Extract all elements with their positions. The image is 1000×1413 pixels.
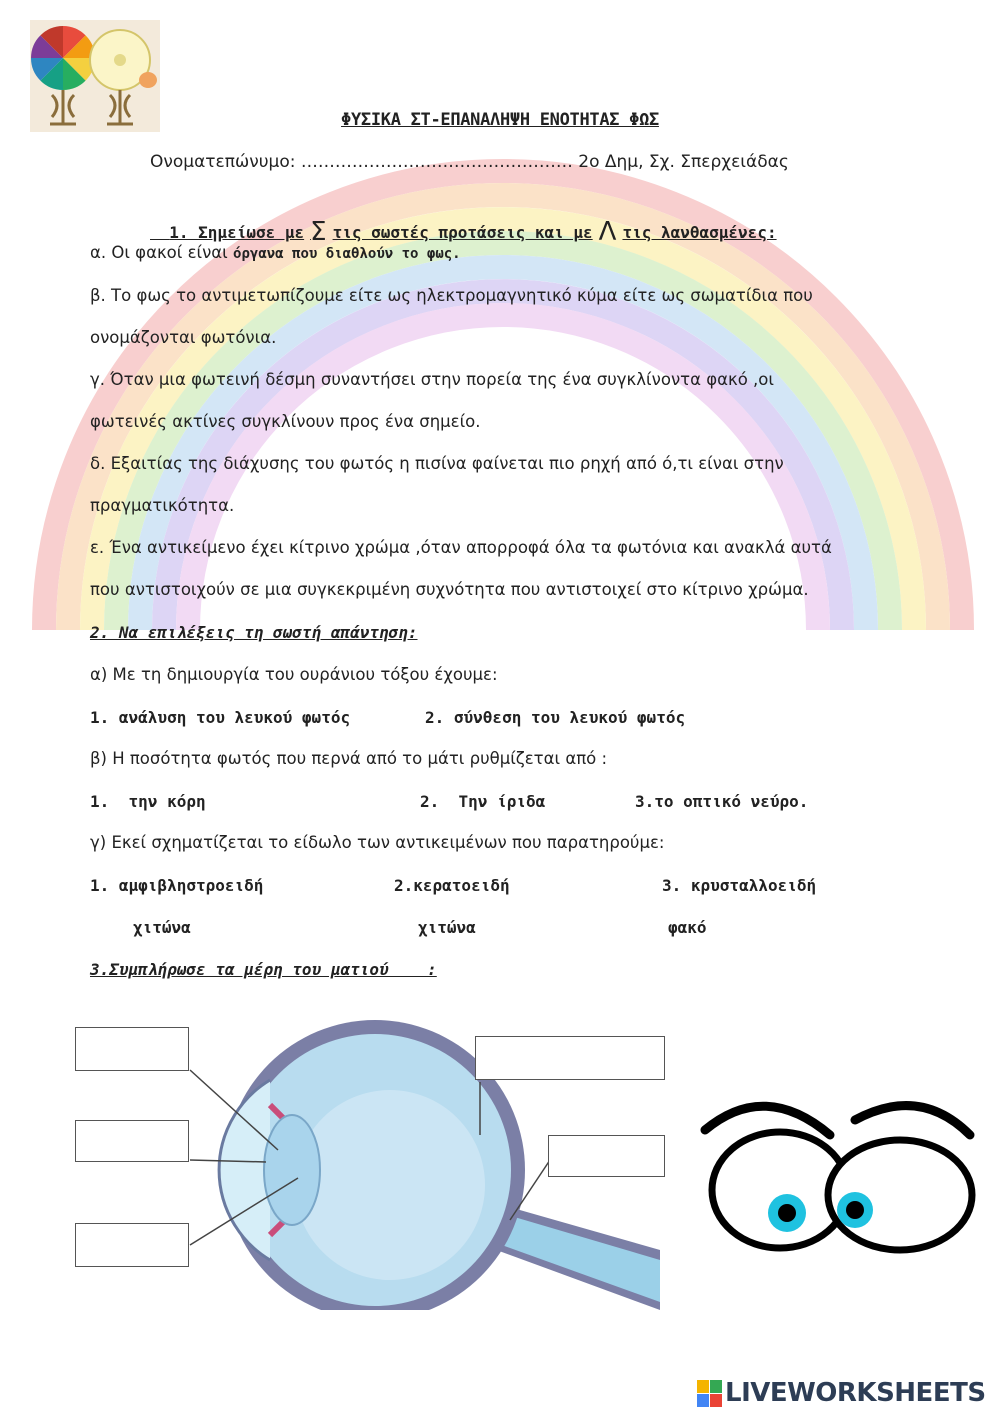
question-a-option2[interactable]: 2. σύνθεση του λευκού φωτός bbox=[425, 708, 686, 727]
eye-label-box-1[interactable] bbox=[75, 1027, 189, 1071]
name-field-line: Ονοματεπώνυμο: ………………………………………… 2ο Δημ, Σχ. Σπερχειάδας bbox=[150, 152, 789, 172]
left-pupil bbox=[778, 1204, 796, 1222]
section2-heading: 2. Να επιλέξεις τη σωστή απάντηση: bbox=[90, 623, 418, 642]
cartoon-eyes bbox=[695, 1095, 980, 1255]
question-a: α) Με τη δημιουργία του ουράνιου τόξου έχουμε: bbox=[90, 665, 498, 684]
question-a-option1[interactable]: 1. ανάλυση του λευκού φωτός bbox=[90, 708, 351, 727]
statement-b-line1: β. Το φως το αντιμετωπίζουμε είτε ως ηλεκτρομαγνητικό κύμα είτε ως σωματίδια που bbox=[90, 286, 813, 305]
section1-heading bbox=[150, 198, 777, 247]
statement-a-bold: όργανα που διαθλούν το φως. bbox=[233, 246, 461, 262]
statement-e-line2: που αντιστοιχούν σε μια συγκεκριμένη συχνότητα που αντιστοιχεί στο κίτρινο χρώμα. bbox=[90, 580, 809, 599]
question-c-option2-line2[interactable]: χιτώνα bbox=[418, 918, 476, 937]
question-c: γ) Εκεί σχηματίζεται το είδωλο των αντικειμένων που παρατηρούμε: bbox=[90, 833, 665, 852]
eye-label-box-3[interactable] bbox=[75, 1223, 189, 1267]
statement-d-line1: δ. Εξαιτίας της διάχυσης του φωτός η πισίνα φαίνεται πιο ρηχή από ό,τι είναι στην bbox=[90, 454, 784, 473]
right-pupil bbox=[846, 1201, 864, 1219]
eye-label-box-5[interactable] bbox=[548, 1135, 665, 1177]
question-c-option1-line2[interactable]: χιτώνα bbox=[133, 918, 191, 937]
eye-label-box-2[interactable] bbox=[75, 1120, 189, 1162]
true-symbol: Σ bbox=[310, 217, 327, 247]
cornea bbox=[219, 1080, 270, 1260]
question-c-option3-line2[interactable]: φακό bbox=[668, 918, 707, 937]
statement-b-line2: ονομάζονται φωτόνια. bbox=[90, 328, 277, 347]
statement-c-line1: γ. Όταν μια φωτεινή δέσμη συναντήσει στην πορεία της ένα συγκλίνοντα φακό ,οι bbox=[90, 370, 774, 389]
statement-c-line2: φωτεινές ακτίνες συγκλίνουν προς ένα σημείο. bbox=[90, 412, 481, 431]
lens bbox=[264, 1115, 320, 1225]
statement-a bbox=[90, 243, 461, 262]
question-b: β) Η ποσότητα φωτός που περνά από το μάτι ρυθμίζεται από : bbox=[90, 749, 608, 768]
eye-label-box-4[interactable] bbox=[475, 1036, 665, 1080]
right-eyebrow bbox=[855, 1106, 970, 1135]
liveworksheets-logo-icon bbox=[697, 1380, 723, 1408]
question-c-option2-line1[interactable]: 2.κερατοειδή bbox=[394, 876, 510, 895]
section1-heading-part3: τις λανθασμένες: bbox=[622, 223, 777, 242]
question-b-option2[interactable]: 2. Την ίριδα bbox=[420, 792, 546, 811]
question-b-option1[interactable]: 1. την κόρη bbox=[90, 792, 206, 811]
section1-heading-part2: τις σωστές προτάσεις και με bbox=[332, 223, 593, 242]
statement-d-line2: πραγματικότητα. bbox=[90, 496, 235, 515]
liveworksheets-brand[interactable]: LIVEWORKSHEETS bbox=[725, 1378, 986, 1408]
statement-a-prefix: α. Οι φακοί είναι bbox=[90, 243, 228, 262]
question-c-option3-line1[interactable]: 3. κρυσταλλοειδή bbox=[662, 876, 817, 895]
section1-heading-part1: 1. Σημείωσε με bbox=[169, 223, 305, 242]
page-title: ΦΥΣΙΚΑ ΣΤ-ΕΠΑΝΑΛΗΨΗ ΕΝΟΤΗΤΑΣ ΦΩΣ bbox=[341, 110, 659, 130]
statement-e-line1: ε. Ένα αντικείμενο έχει κίτρινο χρώμα ,όταν απορροφά όλα τα φωτόνια και ανακλά αυτά bbox=[90, 538, 832, 557]
false-symbol: Λ bbox=[598, 217, 617, 247]
question-b-option3[interactable]: 3.το οπτικό νεύρο. bbox=[635, 792, 809, 811]
section3-heading: 3.Συμπλήρωσε τα μέρη του ματιού : bbox=[90, 960, 437, 979]
question-c-option1-line1[interactable]: 1. αμφιβληστροειδή bbox=[90, 876, 264, 895]
